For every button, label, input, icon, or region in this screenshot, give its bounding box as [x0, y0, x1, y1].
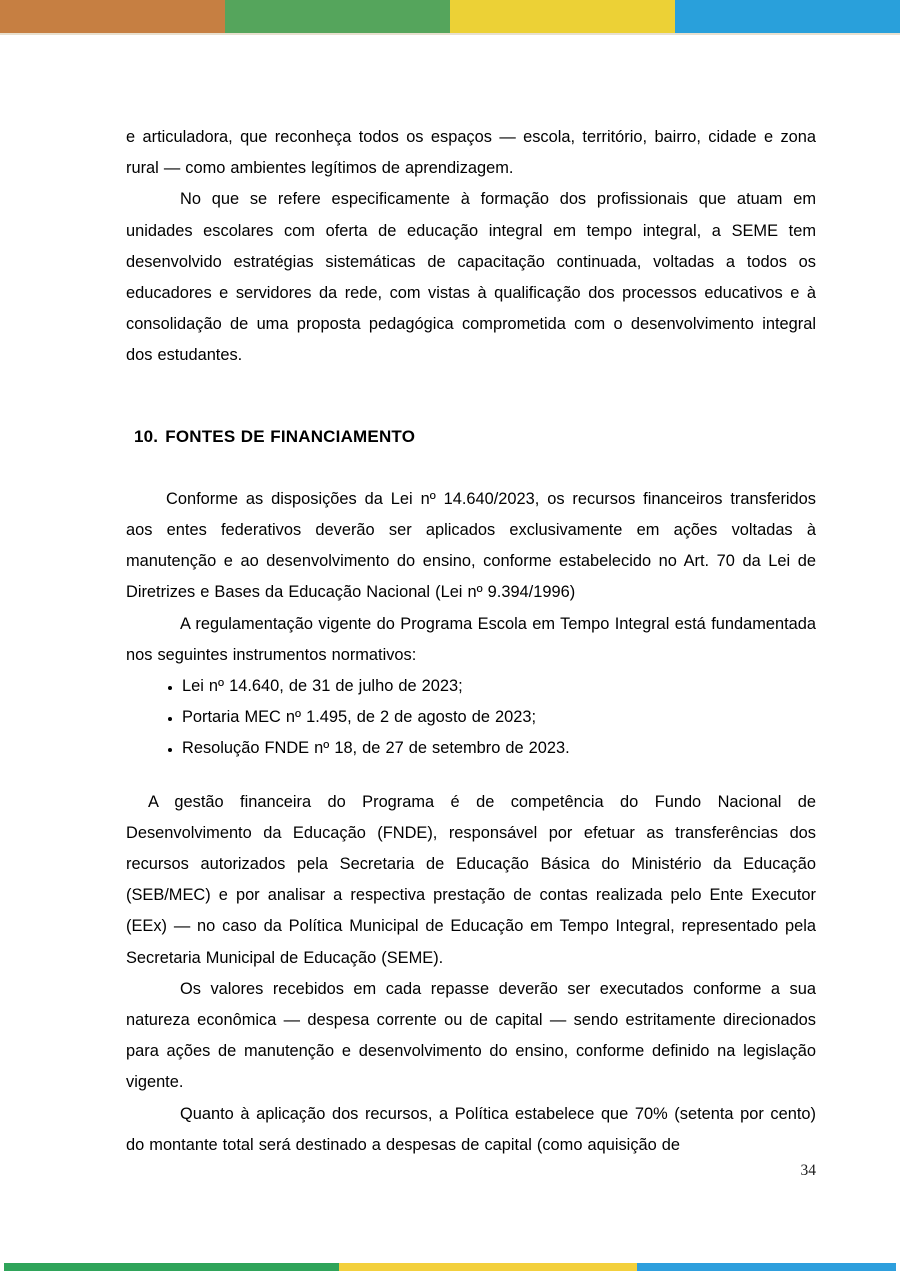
header-color-bar — [0, 0, 900, 33]
paragraph-lei-14640: Conforme as disposições da Lei nº 14.640/2023, os recursos financeiros transferidos aos entes federativos deverão ser aplicados exclusivamente em ações voltadas à manutenção e ao desenvolvimento do ensino, conforme estabelecido no Art. 70 da Lei de Diretrizes e Bases da Educação Nacional (Lei nº 9.394/1996) — [126, 489, 816, 602]
header-bar-segment-blue — [675, 0, 900, 33]
paragraph-valores-recebidos: Os valores recebidos em cada repasse deverão ser executados conforme a sua natureza econômica — despesa corrente ou de capital — sendo estritamente direcionados para ações de manutenção e desenvolvimento do ensino, conforme definido na legislação vigente. — [126, 979, 816, 1092]
paragraph-continuation: e articuladora, que reconheça todos os espaços — escola, território, bairro, cidade e zona rural — como ambientes legítimos de aprendizagem. — [126, 128, 816, 178]
footer-bar-segment-green — [4, 1263, 339, 1271]
header-bar-segment-yellow — [450, 0, 675, 33]
list-item-portaria: • Portaria MEC nº 1.495, de 2 de agosto de 2023; — [182, 702, 816, 733]
footer-bar-segment-yellow — [339, 1263, 638, 1271]
footer-bar-segment-blue — [637, 1263, 896, 1271]
footer-color-bar — [4, 1263, 896, 1271]
list-item-resolucao: • Resolução FNDE nº 18, de 27 de setembro de 2023. — [182, 733, 816, 764]
header-bar-segment-orange — [0, 0, 225, 33]
normative-instruments-list — [126, 671, 816, 765]
section-number: 10. — [134, 426, 159, 446]
section-title: FONTES DE FINANCIAMENTO — [165, 426, 416, 446]
paragraph-aplicacao-recursos: Quanto à aplicação dos recursos, a Política estabelece que 70% (setenta por cento) do montante total será destinado a despesas de capital (como aquisição de — [126, 1104, 816, 1154]
document-body — [126, 122, 816, 1161]
section-heading — [134, 421, 816, 452]
paragraph-gestao-financeira: A gestão financeira do Programa é de competência do Fundo Nacional de Desenvolvimento da Educação (FNDE), responsável por efetuar as transferências dos recursos autorizados pela Secretaria de Educação Básica do Ministério da Educação (SEB/MEC) e por analisar a respectiva prestação de contas realizada pelo Ente Executor (EEx) — no caso da Política Municipal de Educação em Tempo Integral, representado pela Secretaria Municipal de Educação (SEME). — [126, 792, 816, 967]
paragraph-regulamentacao: A regulamentação vigente do Programa Escola em Tempo Integral está fundamentada nos seguintes instrumentos normativos: — [126, 614, 816, 664]
paragraph-formacao-profissionais: No que se refere especificamente à formação dos profissionais que atuam em unidades escolares com oferta de educação integral em tempo integral, a SEME tem desenvolvido estratégias sistemáticas de capacitação continuada, voltadas a todos os educadores e servidores da rede, com vistas à qualificação dos processos educativos e à consolidação de uma proposta pedagógica comprometida com o desenvolvimento integral dos estudantes. — [126, 190, 816, 365]
header-bar-segment-green — [225, 0, 450, 33]
page-number: 34 — [800, 1162, 816, 1179]
list-item-lei: • Lei nº 14.640, de 31 de julho de 2023; — [182, 671, 816, 702]
